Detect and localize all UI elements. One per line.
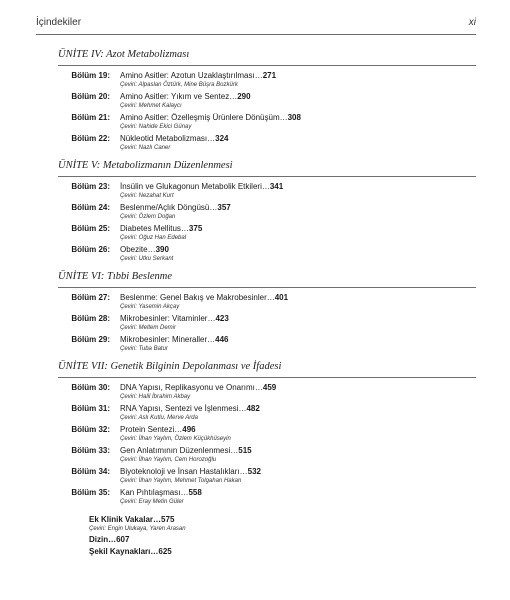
chapter-number: Bölüm 29: [71,335,110,344]
chapter-title: Mikrobesinler: Mineraller [120,335,208,344]
chapter-number: Bölüm 21: [71,113,110,122]
chapter-body [120,383,476,401]
chapter-line: Kan Pıhtılaşması…558 [120,488,202,497]
chapter-translator: Çeviri: Eray Metin Güler [120,499,184,505]
chapter-entry [58,335,476,353]
chapter-page: 459 [262,383,277,392]
chapter-title: Beslenme: Genel Bakış ve Makrobesinler [120,293,267,302]
chapter-body [120,224,476,242]
backmatter-page: 607 [116,535,130,544]
backmatter-line: Ek Klinik Vakalar…575 [89,515,175,524]
chapter-title: RNA Yapısı, Sentezi ve İşlenmesi [120,404,239,413]
chapter-body [120,92,476,110]
unit-divider [58,287,476,288]
chapter-entry [58,425,476,443]
chapter-title: İnsülin ve Glukagonun Metabolik Etkileri [120,182,262,191]
running-head-title: İçindekiler [36,17,82,28]
toc-unit [58,360,476,506]
backmatter-page: 575 [161,515,175,524]
chapter-entry [58,467,476,485]
chapter-line: Amino Asitler: Özelleşmiş Ürünlere Dönüşüm…308 [120,113,301,122]
chapter-page: 401 [274,293,289,302]
unit-divider [58,65,476,66]
chapter-page: 446 [215,335,229,344]
chapter-number: Bölüm 32: [71,425,110,434]
chapter-body [120,335,476,353]
chapter-translator: Çeviri: Halil İbrahim Akbay [120,394,191,400]
chapter-page: 324 [215,134,229,143]
backmatter-title: Ek Klinik Vakalar [89,515,154,524]
chapter-number: Bölüm 31: [71,404,110,413]
chapter-body [120,314,476,332]
unit-title: ÜNİTE VI: Tıbbi Beslenme [58,271,173,282]
chapter-body [120,203,476,221]
chapter-line: Biyoteknoloji ve İnsan Hastalıkları…532 [120,467,261,476]
chapter-body [120,293,476,311]
chapter-page: 390 [155,245,169,254]
backmatter-entry [89,535,186,545]
chapter-title: Diabetes Mellitus [120,224,181,233]
chapter-body [120,113,476,131]
chapter-title: Amino Asitler: Özelleşmiş Ürünlere Dönüşüm [120,113,280,122]
backmatter-title: Şekil Kaynakları [89,547,151,556]
chapter-entry [58,245,476,263]
chapter-number: Bölüm 28: [71,314,110,323]
toc-backmatter [89,515,186,559]
header-divider [36,34,476,35]
chapter-line: Obezite…390 [120,245,169,254]
chapter-title: Amino Asitler: Azotun Uzaklaştırılması [120,71,255,80]
chapter-page: 496 [182,425,196,434]
chapter-entry [58,134,476,152]
chapter-number: Bölüm 27: [71,293,110,302]
chapter-translator: Çeviri: Alpaslan Öztürk, Mine Büşra Bozkürk [120,82,238,88]
chapter-translator: Çeviri: Özlem Doğan [120,214,176,220]
chapter-page: 532 [247,467,261,476]
chapter-translator: Çeviri: Mehmet Kalaycı [120,103,182,109]
chapter-page: 482 [246,404,260,413]
chapter-line: İnsülin ve Glukagonun Metabolik Etkileri…341 [120,182,284,191]
chapter-entry [58,113,476,131]
chapter-title: Kan Pıhtılaşması [120,488,181,497]
chapter-translator: Çeviri: Oğuz Han Edebal [120,235,187,241]
chapter-number: Bölüm 20: [71,92,110,101]
chapter-entry [58,71,476,89]
chapter-translator: Çeviri: İlhan Yaylım, Özlem Küçükhüseyin [120,436,231,442]
chapter-body [120,446,476,464]
chapter-body [120,488,476,506]
chapter-line: Mikrobesinler: Vitaminler…423 [120,314,229,323]
chapter-entry [58,488,476,506]
chapter-line: Protein Sentezi…496 [120,425,196,434]
chapter-translator: Çeviri: Aslı Kutlu, Merve Arda [120,415,198,421]
chapter-page: 423 [215,314,229,323]
chapter-translator: Çeviri: İlhan Yaylım, Cem Horozoğlu [120,457,217,463]
chapter-line: Beslenme: Genel Bakış ve Makrobesinler…401 [120,293,289,302]
chapter-translator: Çeviri: Nahide Ekici Günay [120,124,192,130]
backmatter-title: Dizin [89,535,109,544]
chapter-page: 308 [287,113,301,122]
chapter-entry [58,203,476,221]
page-number: xi [468,17,476,28]
chapter-entry [58,314,476,332]
unit-title: ÜNİTE V: Metabolizmanın Düzenlenmesi [58,160,233,171]
chapter-page: 290 [237,92,251,101]
chapter-number: Bölüm 24: [71,203,110,212]
chapter-number: Bölüm 34: [71,467,110,476]
backmatter-line: Dizin…607 [89,535,130,544]
backmatter-translator: Çeviri: Engin Ulukaya, Yaren Arasan [89,526,186,532]
chapter-title: Nükleotid Metabolizması [120,134,208,143]
chapter-page: 271 [262,71,277,80]
chapter-line: Nükleotid Metabolizması…324 [120,134,229,143]
chapter-title: Mikrobesinler: Vitaminler [120,314,208,323]
chapter-line: Amino Asitler: Yıkım ve Sentez…290 [120,92,251,101]
chapter-entry [58,293,476,311]
chapter-line: Amino Asitler: Azotun Uzaklaştırılması…271 [120,71,277,80]
chapter-line: Beslenme/Açlık Döngüsü…357 [120,203,231,212]
chapter-title: Gen Anlatımının Düzenlenmesi [120,446,231,455]
unit-title: ÜNİTE VII: Genetik Bilginin Depolanması ve İfadesi [58,361,282,372]
toc-unit [58,159,476,263]
chapter-number: Bölüm 26: [71,245,110,254]
chapter-entry [58,446,476,464]
chapter-body [120,404,476,422]
chapter-number: Bölüm 22: [71,134,110,143]
chapter-body [120,134,476,152]
toc-unit [58,48,476,152]
chapter-line: Gen Anlatımının Düzenlenmesi…515 [120,446,252,455]
chapter-number: Bölüm 25: [71,224,110,233]
chapter-body [120,182,476,200]
chapter-entry [58,92,476,110]
toc-unit [58,270,476,353]
backmatter-entry [89,547,186,557]
chapter-page: 341 [269,182,284,191]
chapter-number: Bölüm 30: [71,383,110,392]
chapter-title: DNA Yapısı, Replikasyonu ve Onarımı [120,383,255,392]
chapter-translator: Çeviri: Yasemin Akçay [120,304,180,310]
chapter-body [120,71,476,89]
running-head [36,17,476,31]
chapter-title: Beslenme/Açlık Döngüsü [120,203,210,212]
chapter-entry [58,404,476,422]
chapter-page: 515 [238,446,252,455]
chapter-title: Protein Sentezi [120,425,175,434]
unit-divider [58,377,476,378]
chapter-line: Mikrobesinler: Mineraller…446 [120,335,229,344]
toc-units [58,48,476,513]
chapter-translator: Çeviri: Tuba Batur [120,346,168,352]
chapter-entry [58,224,476,242]
backmatter-page: 625 [158,547,172,556]
chapter-number: Bölüm 19: [71,71,110,80]
chapter-number: Bölüm 33: [71,446,110,455]
chapter-page: 375 [188,224,203,233]
chapter-page: 357 [217,203,231,212]
chapter-title: Amino Asitler: Yıkım ve Sentez [120,92,230,101]
unit-divider [58,176,476,177]
chapter-translator: Çeviri: Nezahat Kurt [120,193,174,199]
chapter-line: DNA Yapısı, Replikasyonu ve Onarımı…459 [120,383,277,392]
chapter-title: Obezite [120,245,148,254]
chapter-body [120,425,476,443]
chapter-translator: Çeviri: Nazlı Caner [120,145,171,151]
chapter-translator: Çeviri: Meltem Demir [120,325,177,331]
chapter-entry [58,383,476,401]
chapter-line: RNA Yapısı, Sentezi ve İşlenmesi…482 [120,404,260,413]
chapter-body [120,245,476,263]
backmatter-line: Şekil Kaynakları…625 [89,547,172,556]
chapter-page: 558 [188,488,202,497]
chapter-title: Biyoteknoloji ve İnsan Hastalıkları [120,467,240,476]
backmatter-entry [89,515,186,533]
chapter-number: Bölüm 23: [71,182,110,191]
chapter-number: Bölüm 35: [71,488,110,497]
chapter-translator: Çeviri: İlhan Yaylım, Mehmet Tolgahan Hakan [120,478,242,484]
chapter-translator: Çeviri: Utku Serkant [120,256,174,262]
unit-title: ÜNİTE IV: Azot Metabolizması [58,49,190,60]
chapter-entry [58,182,476,200]
chapter-line: Diabetes Mellitus…375 [120,224,203,233]
chapter-body [120,467,476,485]
